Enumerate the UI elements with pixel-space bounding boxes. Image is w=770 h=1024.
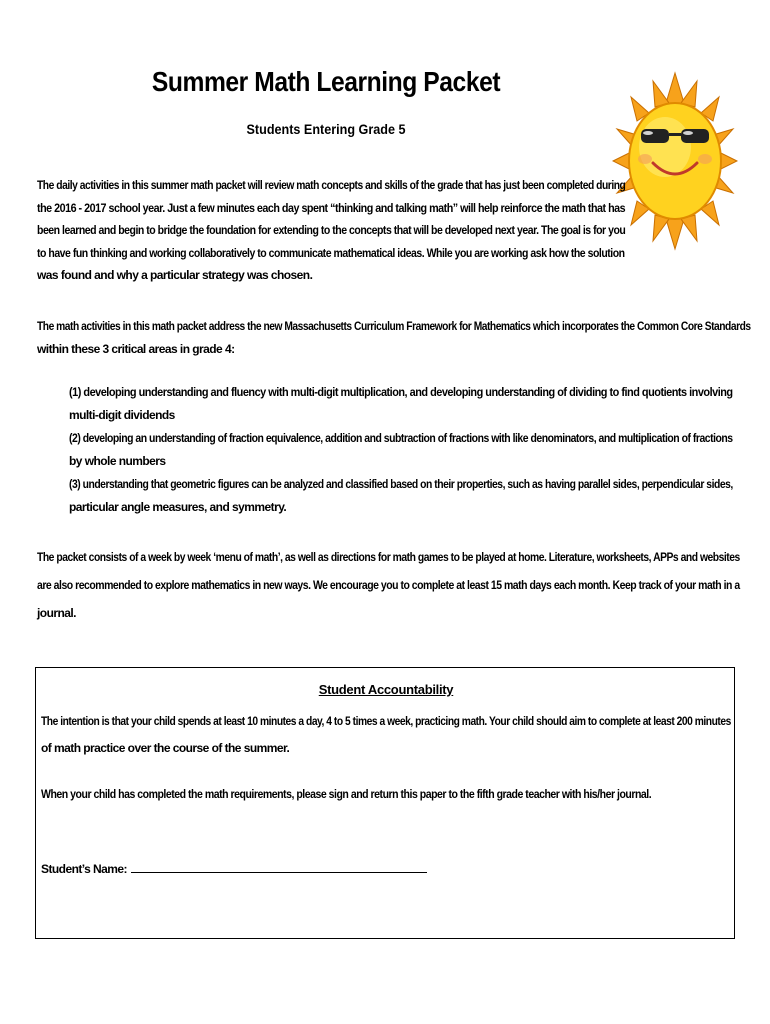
intro-line: was found and why a particular strategy was chosen.: [37, 268, 313, 282]
intention-line: The intention is that your child spends at least 10 minutes a day, 4 to 5 times a week, practicing math. Your child should aim to complete at least 200 minutes: [41, 714, 731, 728]
return-instructions: When your child has completed the math requirements, please sign and return this paper to the fifth grade teacher with his/her journal.: [41, 787, 652, 801]
critical-area-line: by whole numbers: [69, 454, 166, 468]
page-subtitle: Students Entering Grade 5: [246, 121, 406, 137]
intro-line: the 2016 - 2017 school year. Just a few minutes each day spent “thinking and talking math” will help reinforce the math that has: [37, 200, 626, 215]
menu-paragraph: [37, 543, 770, 627]
student-name-label: Student’s Name:: [41, 862, 127, 876]
student-name-field[interactable]: [131, 860, 427, 873]
menu-line: journal.: [37, 606, 76, 620]
accountability-box: [35, 667, 735, 939]
critical-area-line: particular angle measures, and symmetry.: [69, 500, 287, 514]
critical-area-line: multi-digit dividends: [69, 408, 175, 422]
intro-line: The daily activities in this summer math packet will review math concepts and skills of the grade that has just been completed during: [37, 178, 626, 192]
intro-paragraph: [37, 174, 723, 287]
accountability-title: Student Accountability: [318, 682, 454, 697]
intention-line: of math practice over the course of the summer.: [41, 741, 290, 755]
critical-areas-list: [69, 381, 770, 519]
critical-area-line: (1) developing understanding and fluency with multi-digit multiplication, and developing understanding of dividing to find quotients involving: [69, 385, 733, 399]
framework-line: within these 3 critical areas in grade 4:: [37, 342, 235, 356]
student-name-row: [41, 856, 427, 883]
critical-area-line: (2) developing an understanding of fraction equivalence, addition and subtraction of fractions with like denominators, and multiplication of fractions: [69, 431, 733, 445]
menu-line: are also recommended to explore mathematics in new ways. We encourage you to complete at least 15 math days each month. Keep track of your math in a: [37, 578, 740, 592]
framework-paragraph: [37, 315, 770, 361]
menu-line: The packet consists of a week by week ‘menu of math’, as well as directions for math games to be played at home. Literature, worksheets, APPs and websites: [37, 550, 740, 564]
intro-line: been learned and begin to bridge the foundation for extending to the concepts that will be developed next year. The goal is for you: [37, 223, 626, 237]
critical-area-line: (3) understanding that geometric figures can be analyzed and classified based on their properties, such as having parallel sides, perpendicular sides,: [69, 477, 733, 491]
framework-line: The math activities in this math packet address the new Massachusetts Curriculum Framework for Mathematics which incorporates the Common Core Standards: [37, 319, 751, 333]
page-title: Summer Math Learning Packet: [151, 66, 501, 97]
intention-text: [41, 708, 770, 762]
intro-line: to have fun thinking and working collaboratively to communicate mathematical ideas. While you are working ask how the solution: [37, 245, 625, 260]
